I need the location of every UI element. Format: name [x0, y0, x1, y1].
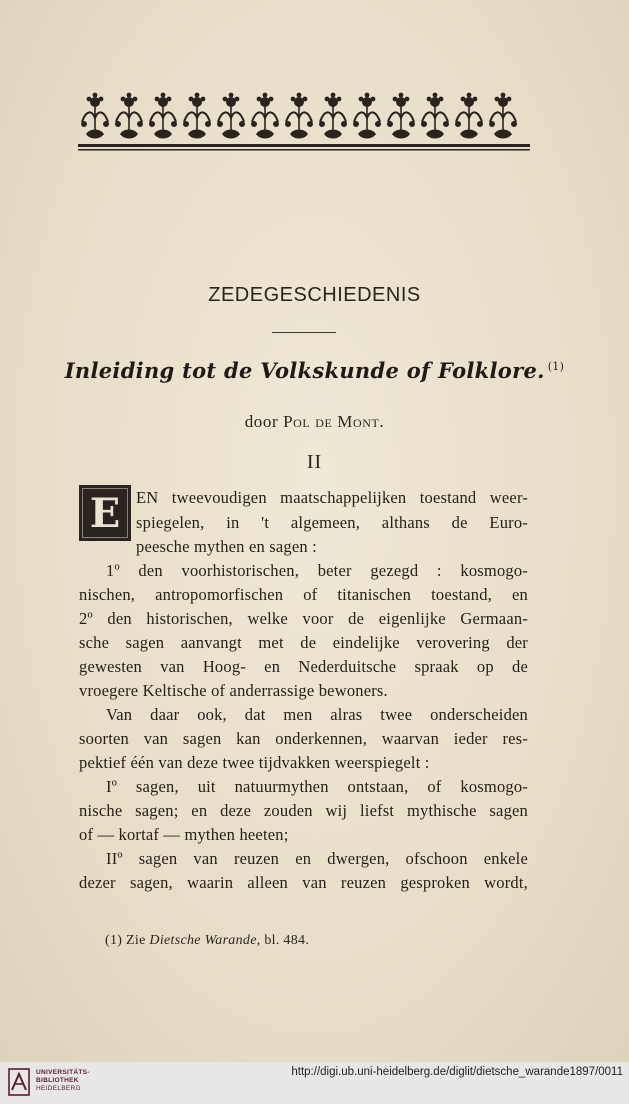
text-line: IIº sagen van reuzen en dwergen, ofschoon enkele [106, 849, 528, 868]
text-line: pektief één van deze twee tijdvakken weerspiegelt : [79, 753, 430, 772]
article-title [0, 358, 629, 383]
text-line: vroegere Keltische of anderrassige bewoners. [79, 681, 388, 700]
text-line: Van daar ook, dat men alras twee onderscheiden [106, 705, 528, 724]
library-name: UNIVERSITÄTS- BIBLIOTHEK HEIDELBERG [36, 1069, 90, 1092]
author-prefix: door [244, 412, 279, 431]
text-line: nischen, antropomorfischen of titanischen toestand, en [79, 585, 528, 604]
drop-cap-initial: E [79, 485, 131, 541]
university-library-logo-icon [8, 1068, 30, 1096]
floral-ornament-border-icon [78, 92, 530, 154]
text-line: of — kortaf — mythen heeten; [79, 825, 289, 844]
author-name: Pol de Mont. [283, 412, 385, 431]
title-footnote-marker: (1) [547, 360, 565, 373]
text-line: soorten van sagen kan onderkennen, waarvan ieder res- [79, 729, 528, 748]
article-title-text: Inleiding tot de Volkskunde of Folklore. [64, 358, 545, 383]
text-line: peesche mythen en sagen : [136, 537, 317, 556]
text-line: nische sagen; en deze zouden wij liefst mythische sagen [79, 801, 528, 820]
chapter-number: II [306, 451, 323, 473]
author-line [0, 412, 629, 432]
footnote-page: bl. 484. [264, 933, 310, 948]
text-line: dezer sagen, waarin alleen van reuzen gesproken wordt, [79, 873, 528, 892]
section-heading: ZEDEGESCHIEDENIS [208, 284, 421, 306]
footnote-source: Dietsche Warande, [149, 933, 261, 948]
text-line: spiegelen, in 't algemeen, althans de Euro- [136, 513, 528, 532]
text-line: Iº sagen, uit natuurmythen ontstaan, of kosmogo- [106, 777, 528, 796]
footnote [105, 933, 309, 949]
text-line: sche sagen aanvangt met de eindelijke verovering der [79, 633, 528, 652]
text-line: EN tweevoudigen maatschappelijken toestand weer- [136, 488, 528, 507]
source-url-link[interactable]: http://digi.ub.uni-heidelberg.de/diglit/dietsche_warande1897/0011 [291, 1066, 623, 1078]
footnote-prefix: (1) Zie [105, 933, 146, 948]
text-line: 1º den voorhistorischen, beter gezegd : kosmogo- [106, 561, 528, 580]
text-line: gewesten van Hoog- en Nederduitsche spraak op de [79, 657, 528, 676]
heading-divider [272, 332, 336, 333]
text-line: 2º den historischen, welke voor de eigenlijke Germaan- [79, 609, 528, 628]
